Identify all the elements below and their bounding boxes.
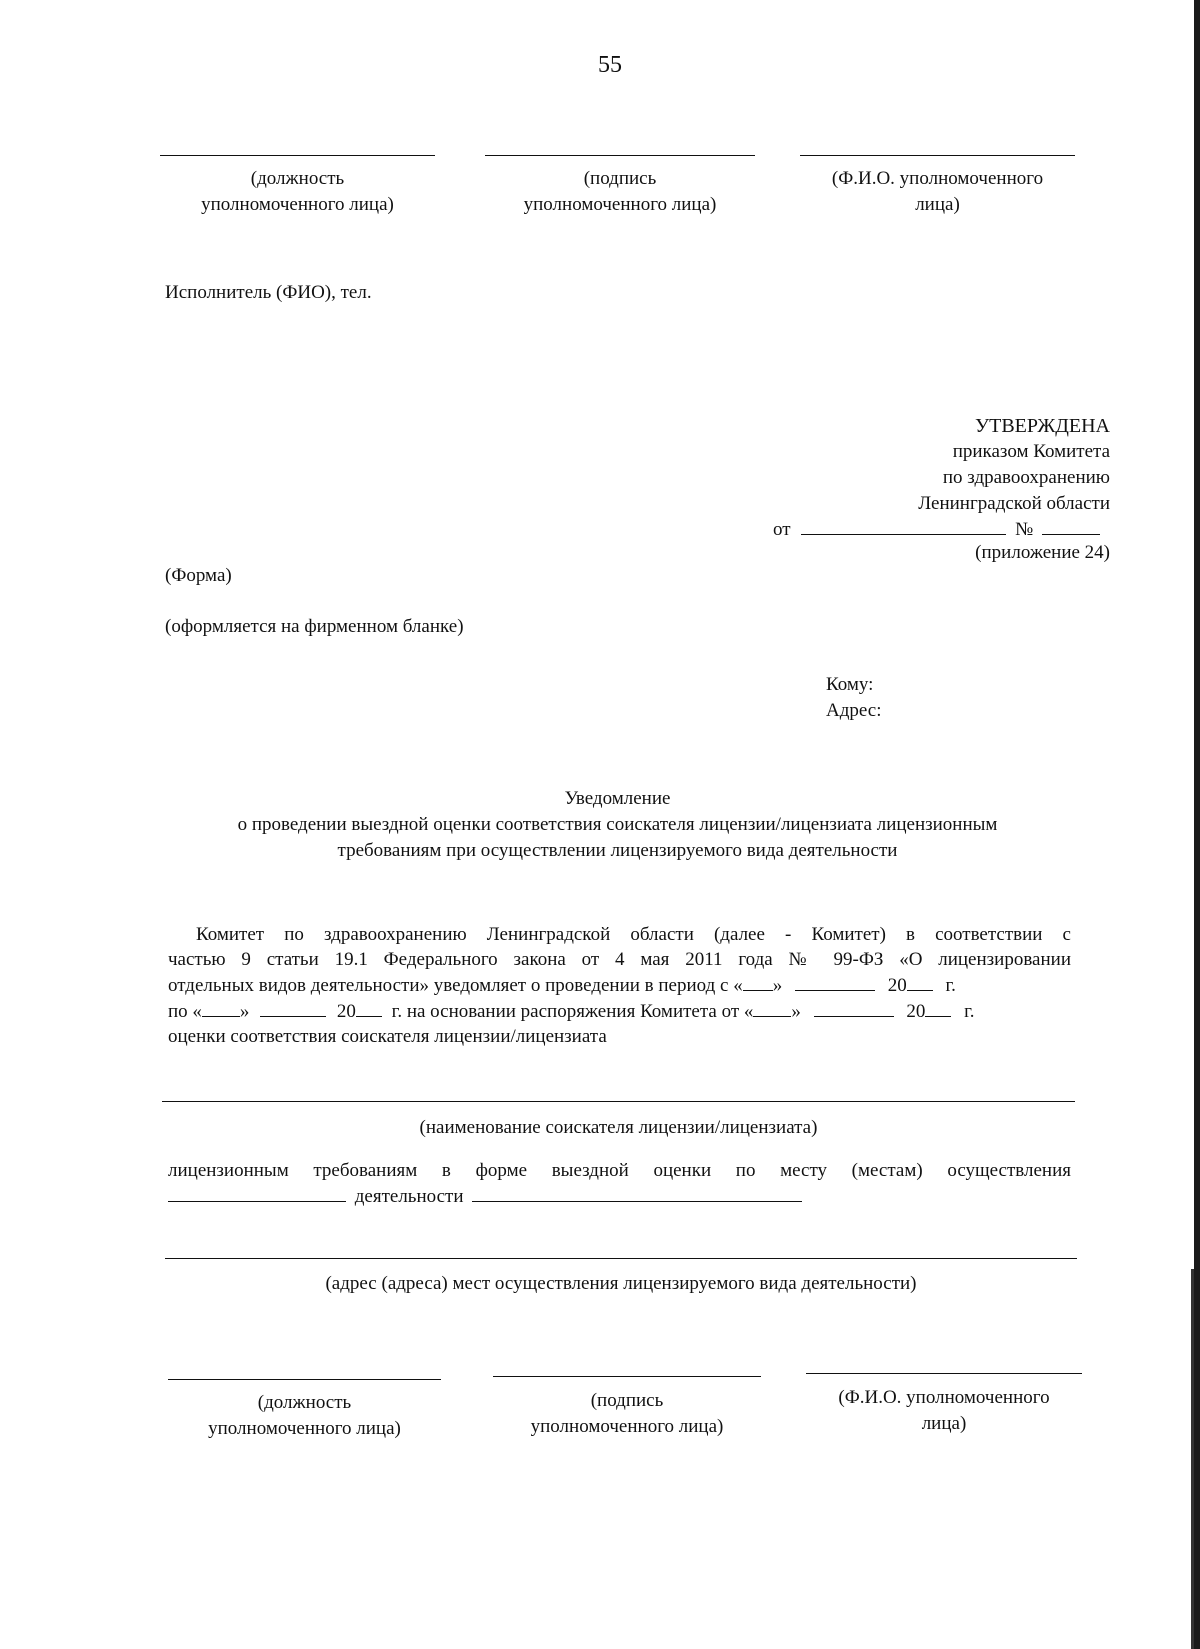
body-line-4 [168, 998, 1071, 1024]
body-l4-text: по « [168, 1001, 202, 1022]
approval-number-blank [1042, 516, 1100, 535]
activity-name-blank [472, 1183, 802, 1202]
bottom-fio-caption-line1: (Ф.И.О. уполномоченного [838, 1387, 1050, 1408]
approval-from-label: от [773, 519, 791, 540]
letterhead-note: (оформляется на фирменном бланке) [165, 616, 464, 637]
approval-block [690, 413, 1110, 517]
bottom-fio-caption-line2: лица) [921, 1413, 967, 1434]
bottom-signature-line [493, 1376, 761, 1377]
top-signature-line [485, 155, 755, 156]
body2-line-2 [168, 1183, 1071, 1209]
page-number: 55 [598, 52, 622, 78]
top-fio-caption-line2: лица) [915, 194, 960, 215]
activity-type-blank [168, 1183, 346, 1202]
bottom-fio-caption [806, 1385, 1082, 1437]
body-l3-quote: » [772, 975, 783, 996]
approval-title: УТВЕРЖДЕНА [974, 415, 1110, 437]
order-month-blank [814, 998, 894, 1017]
top-signature-caption-line1: (подпись [583, 168, 657, 189]
body-l4-order-quote: » [791, 1001, 801, 1022]
address-caption: (адрес (адреса) мест осуществления лицензируемого вида деятельности) [325, 1273, 917, 1294]
top-position-line [160, 155, 435, 156]
body2-activity-label: деятельности [354, 1186, 464, 1207]
notice-heading: Уведомление [564, 788, 671, 809]
period-end-year-blank [356, 998, 382, 1017]
approval-number-label: № [1015, 519, 1034, 540]
bottom-signature-caption [493, 1388, 761, 1440]
scan-page-edge [1194, 0, 1200, 1649]
approval-line2: по здравоохранению [942, 467, 1110, 488]
bottom-fio-line [806, 1373, 1082, 1374]
order-year-blank [925, 998, 951, 1017]
period-end-month-blank [260, 998, 326, 1017]
approval-line3: Ленинградской области [918, 493, 1110, 514]
body-l3-text: отдельных видов деятельности» уведомляет о проведении в период с « [168, 975, 743, 996]
approval-date-blank [801, 516, 1006, 535]
top-position-caption [160, 166, 435, 218]
body-line-1: Комитет по здравоохранению Ленинградской области (далее - Комитет) в соответствии с [196, 924, 1071, 945]
notice-subtitle-line1: о проведении выездной оценки соответствия соискателя лицензии/лицензиата лицензионным [237, 814, 998, 835]
top-signature-caption [485, 166, 755, 218]
notice-body-2 [168, 1158, 1071, 1209]
notice-body [168, 922, 1071, 1049]
recipient-to-label: Кому: [826, 674, 874, 695]
approval-line1: приказом Комитета [952, 441, 1110, 462]
approval-appendix: (приложение 24) [975, 542, 1110, 563]
scan-page-edge-shadow [1191, 1269, 1194, 1649]
applicant-name-line [162, 1101, 1075, 1102]
executor-line: Исполнитель (ФИО), тел. [165, 282, 372, 303]
bottom-position-caption-line2: уполномоченного лица) [208, 1418, 401, 1439]
body-l4-quote: » [239, 1001, 250, 1022]
bottom-position-caption [168, 1390, 441, 1442]
body2-line-1: лицензионным требованиям в форме выездной оценки по месту (местам) осуществления [168, 1160, 1071, 1181]
body-l4-order-text: г. на основании распоряжения Комитета от « [391, 1001, 754, 1022]
top-signature-caption-line2: уполномоченного лица) [523, 194, 717, 215]
period-start-month-blank [795, 972, 875, 991]
period-start-year-blank [907, 972, 933, 991]
recipient-address-label: Адрес: [826, 700, 882, 721]
bottom-signature-caption-line2: уполномоченного лица) [530, 1416, 724, 1437]
top-fio-caption [800, 166, 1075, 218]
order-year-suffix: г. [964, 1001, 975, 1022]
address-line [165, 1258, 1077, 1259]
period-end-day-blank [202, 998, 240, 1017]
period-start-year-suffix: г. [945, 975, 956, 996]
top-position-caption-line2: уполномоченного лица) [201, 194, 394, 215]
period-end-year-prefix: 20 [336, 1001, 356, 1022]
notice-subtitle-line2: требованиям при осуществлении лицензируемого вида деятельности [337, 840, 898, 861]
order-year-prefix: 20 [906, 1001, 926, 1022]
recipient-block [826, 672, 882, 724]
top-position-caption-line1: (должность [250, 168, 345, 189]
top-fio-caption-line1: (Ф.И.О. уполномоченного [831, 168, 1044, 189]
body-line-3 [168, 972, 1071, 998]
form-label: (Форма) [165, 565, 232, 586]
bottom-position-line [168, 1379, 441, 1380]
order-day-blank [753, 998, 791, 1017]
period-start-year-prefix: 20 [887, 975, 907, 996]
top-fio-line [800, 155, 1075, 156]
bottom-signature-caption-line1: (подпись [590, 1390, 664, 1411]
applicant-caption: (наименование соискателя лицензии/лицензиата) [419, 1117, 818, 1138]
bottom-position-caption-line1: (должность [257, 1392, 352, 1413]
approval-date-row [773, 516, 1100, 543]
body-line-5: оценки соответствия соискателя лицензии/лицензиата [168, 1026, 607, 1047]
body-line-2: частью 9 статьи 19.1 Федерального закона от 4 мая 2011 года № 99-ФЗ «О лицензировании [168, 949, 1071, 970]
notice-title [120, 786, 1115, 864]
period-start-day-blank [743, 972, 773, 991]
